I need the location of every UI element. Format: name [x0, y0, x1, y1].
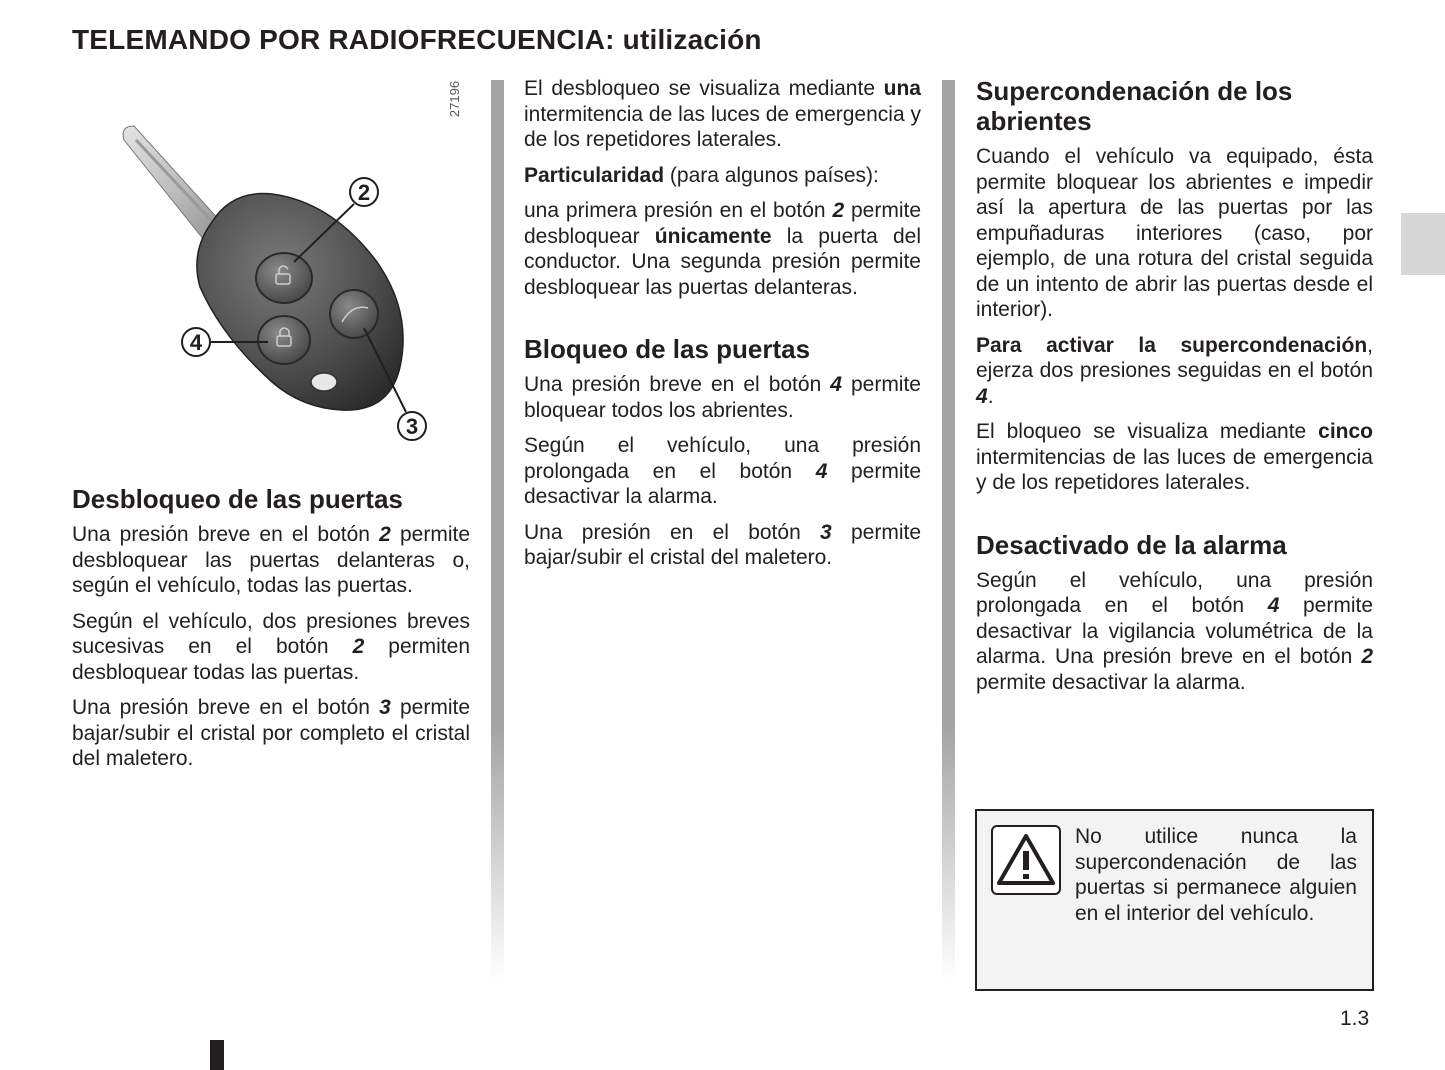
- page-number: 1.3: [1340, 1007, 1370, 1030]
- warning-triangle-icon: [991, 825, 1061, 895]
- paragraph: Una presión breve en el botón 4 permite bloquear todos los abrientes.: [524, 373, 921, 422]
- button-4: [258, 316, 310, 364]
- button-2: [256, 253, 312, 303]
- paragraph: Una presión breve en el botón 2 permite desbloquear las puertas delanteras o, según el vehículo, todas las puertas.: [72, 523, 470, 597]
- warning-box: [975, 809, 1374, 991]
- column-separator: [942, 80, 955, 980]
- keyring-hole: [311, 373, 337, 391]
- svg-text:2: 2: [357, 180, 371, 205]
- callout-2: [350, 178, 378, 206]
- paragraph: El bloqueo se visualiza mediante cinco intermitencias de las luces de emergencia y de los repetidores laterales.: [976, 420, 1373, 494]
- paragraph: Para activar la supercondenación, ejerza dos presiones seguidas en el botón 4.: [976, 333, 1373, 408]
- paragraph: Una presión en el botón 3 permite bajar/subir el cristal del maletero.: [524, 520, 921, 569]
- column-separator: [491, 80, 504, 980]
- footer-marker: [210, 1040, 224, 1070]
- figure-code: 27196: [447, 80, 462, 118]
- heading-bloqueo: Bloqueo de las puertas: [524, 334, 811, 364]
- paragraph: Particularidad (para algunos países):: [524, 163, 879, 187]
- paragraph: Una presión breve en el botón 3 permite bajar/subir el cristal por completo el cristal del maletero.: [72, 696, 470, 770]
- page-title: TELEMANDO POR RADIOFRECUENCIA: utilización: [72, 24, 762, 55]
- heading-desactivado-alarma: Desactivado de la alarma: [976, 529, 1287, 560]
- section-tab: [1401, 213, 1445, 275]
- paragraph: Según el vehículo, dos presiones breves sucesivas en el botón 2 permiten desbloquear todas las puertas.: [72, 609, 470, 684]
- callout-3: [398, 412, 426, 440]
- paragraph: una primera presión en el botón 2 permite desbloquear únicamente la puerta del conductor. Una segunda presión permite desbloquear las puertas delanteras.: [524, 199, 921, 299]
- paragraph: Cuando el vehículo va equipado, ésta permite bloquear los abrientes e impedir así la apertura de las puertas por las empuñaduras interiores (caso, por ejemplo, de una rotura del cristal seguida de un intento de abrir las puertas desde el interior).: [976, 145, 1373, 321]
- paragraph: Según el vehículo, una presión prolongada en el botón 4 permite desactivar la vigilancia volumétrica de la alarma. Una presión breve en el botón 2 permite desactivar la alarma.: [976, 568, 1374, 694]
- heading-desbloqueo: Desbloqueo de las puertas: [72, 484, 403, 514]
- column-2: [524, 76, 921, 581]
- callout-4: [182, 328, 210, 356]
- heading-supercondenacion: Supercondenación de los abrientes: [976, 76, 1293, 136]
- svg-text:4: 4: [189, 330, 203, 355]
- svg-text:3: 3: [405, 414, 419, 439]
- column-1: [72, 484, 470, 782]
- key-fob-illustration: [72, 82, 472, 452]
- button-3: [330, 290, 378, 338]
- paragraph: Según el vehículo, una presión prolongada en el botón 4 permite desactivar la alarma.: [524, 434, 922, 508]
- warning-text: No utilice nunca la supercondenación de las puertas si permanece alguien en el interior del vehículo.: [1075, 825, 1357, 925]
- paragraph: El desbloqueo se visualiza mediante una intermitencia de las luces de emergencia y de los repetidores laterales.: [524, 77, 921, 151]
- column-3: [976, 76, 1373, 705]
